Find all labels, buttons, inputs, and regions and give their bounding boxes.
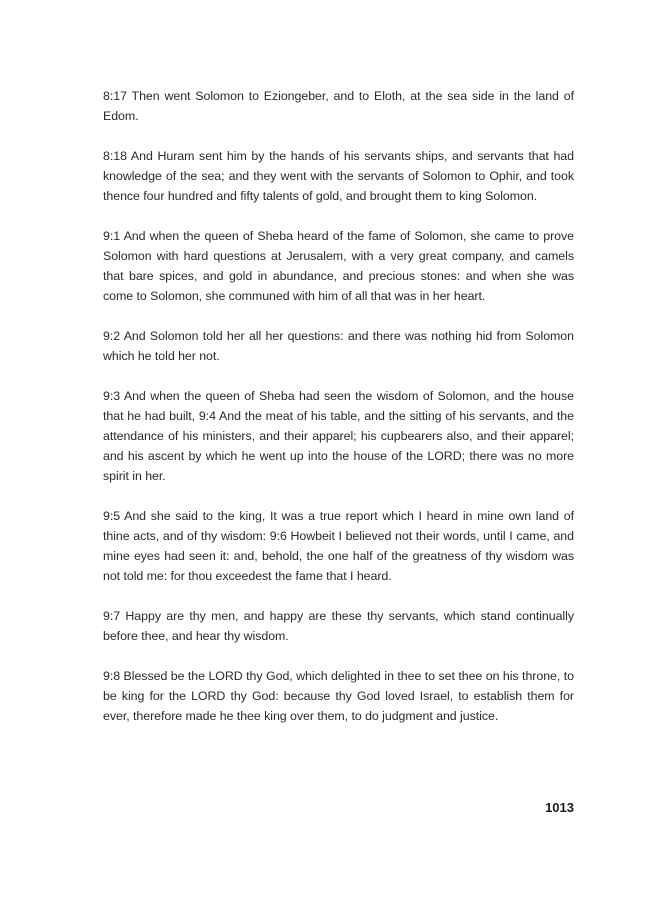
verse-9-2: 9:2 And Solomon told her all her questions: and there was nothing hid from Solomon which he told her not. <box>103 329 574 363</box>
verse-text-block <box>103 86 574 746</box>
verse-8-17: 8:17 Then went Solomon to Eziongeber, and to Eloth, at the sea side in the land of Edom. <box>103 89 574 123</box>
verse-9-7: 9:7 Happy are thy men, and happy are these thy servants, which stand continually before thee, and hear thy wisdom. <box>103 609 574 643</box>
verse-9-3-4: 9:3 And when the queen of Sheba had seen the wisdom of Solomon, and the house that he had built, 9:4 And the meat of his table, and the sitting of his servants, and the attendance of his ministers, and their apparel; his cupbearers also, and their apparel; and his ascent by which he went up into the house of the LORD; there was no more spirit in her. <box>103 389 574 483</box>
page-number: 1013 <box>545 800 574 815</box>
verse-9-8: 9:8 Blessed be the LORD thy God, which delighted in thee to set thee on his throne, to be king for the LORD thy God: because thy God loved Israel, to establish them for ever, therefore made he thee king over them, to do judgment and justice. <box>103 669 574 723</box>
verse-9-5-6: 9:5 And she said to the king, It was a true report which I heard in mine own land of thine acts, and of thy wisdom: 9:6 Howbeit I believed not their words, until I came, and mine eyes had seen it: and, behold, the one half of the greatness of thy wisdom was not told me: for thou exceedest the fame that I heard. <box>103 509 574 583</box>
verse-8-18: 8:18 And Huram sent him by the hands of his servants ships, and servants that had knowledge of the sea; and they went with the servants of Solomon to Ophir, and took thence four hundred and fifty talents of gold, and brought them to king Solomon. <box>103 149 574 203</box>
verse-9-1: 9:1 And when the queen of Sheba heard of the fame of Solomon, she came to prove Solomon with hard questions at Jerusalem, with a very great company, and camels that bare spices, and gold in abundance, and precious stones: and when she was come to Solomon, she communed with him of all that was in her heart. <box>103 229 574 303</box>
